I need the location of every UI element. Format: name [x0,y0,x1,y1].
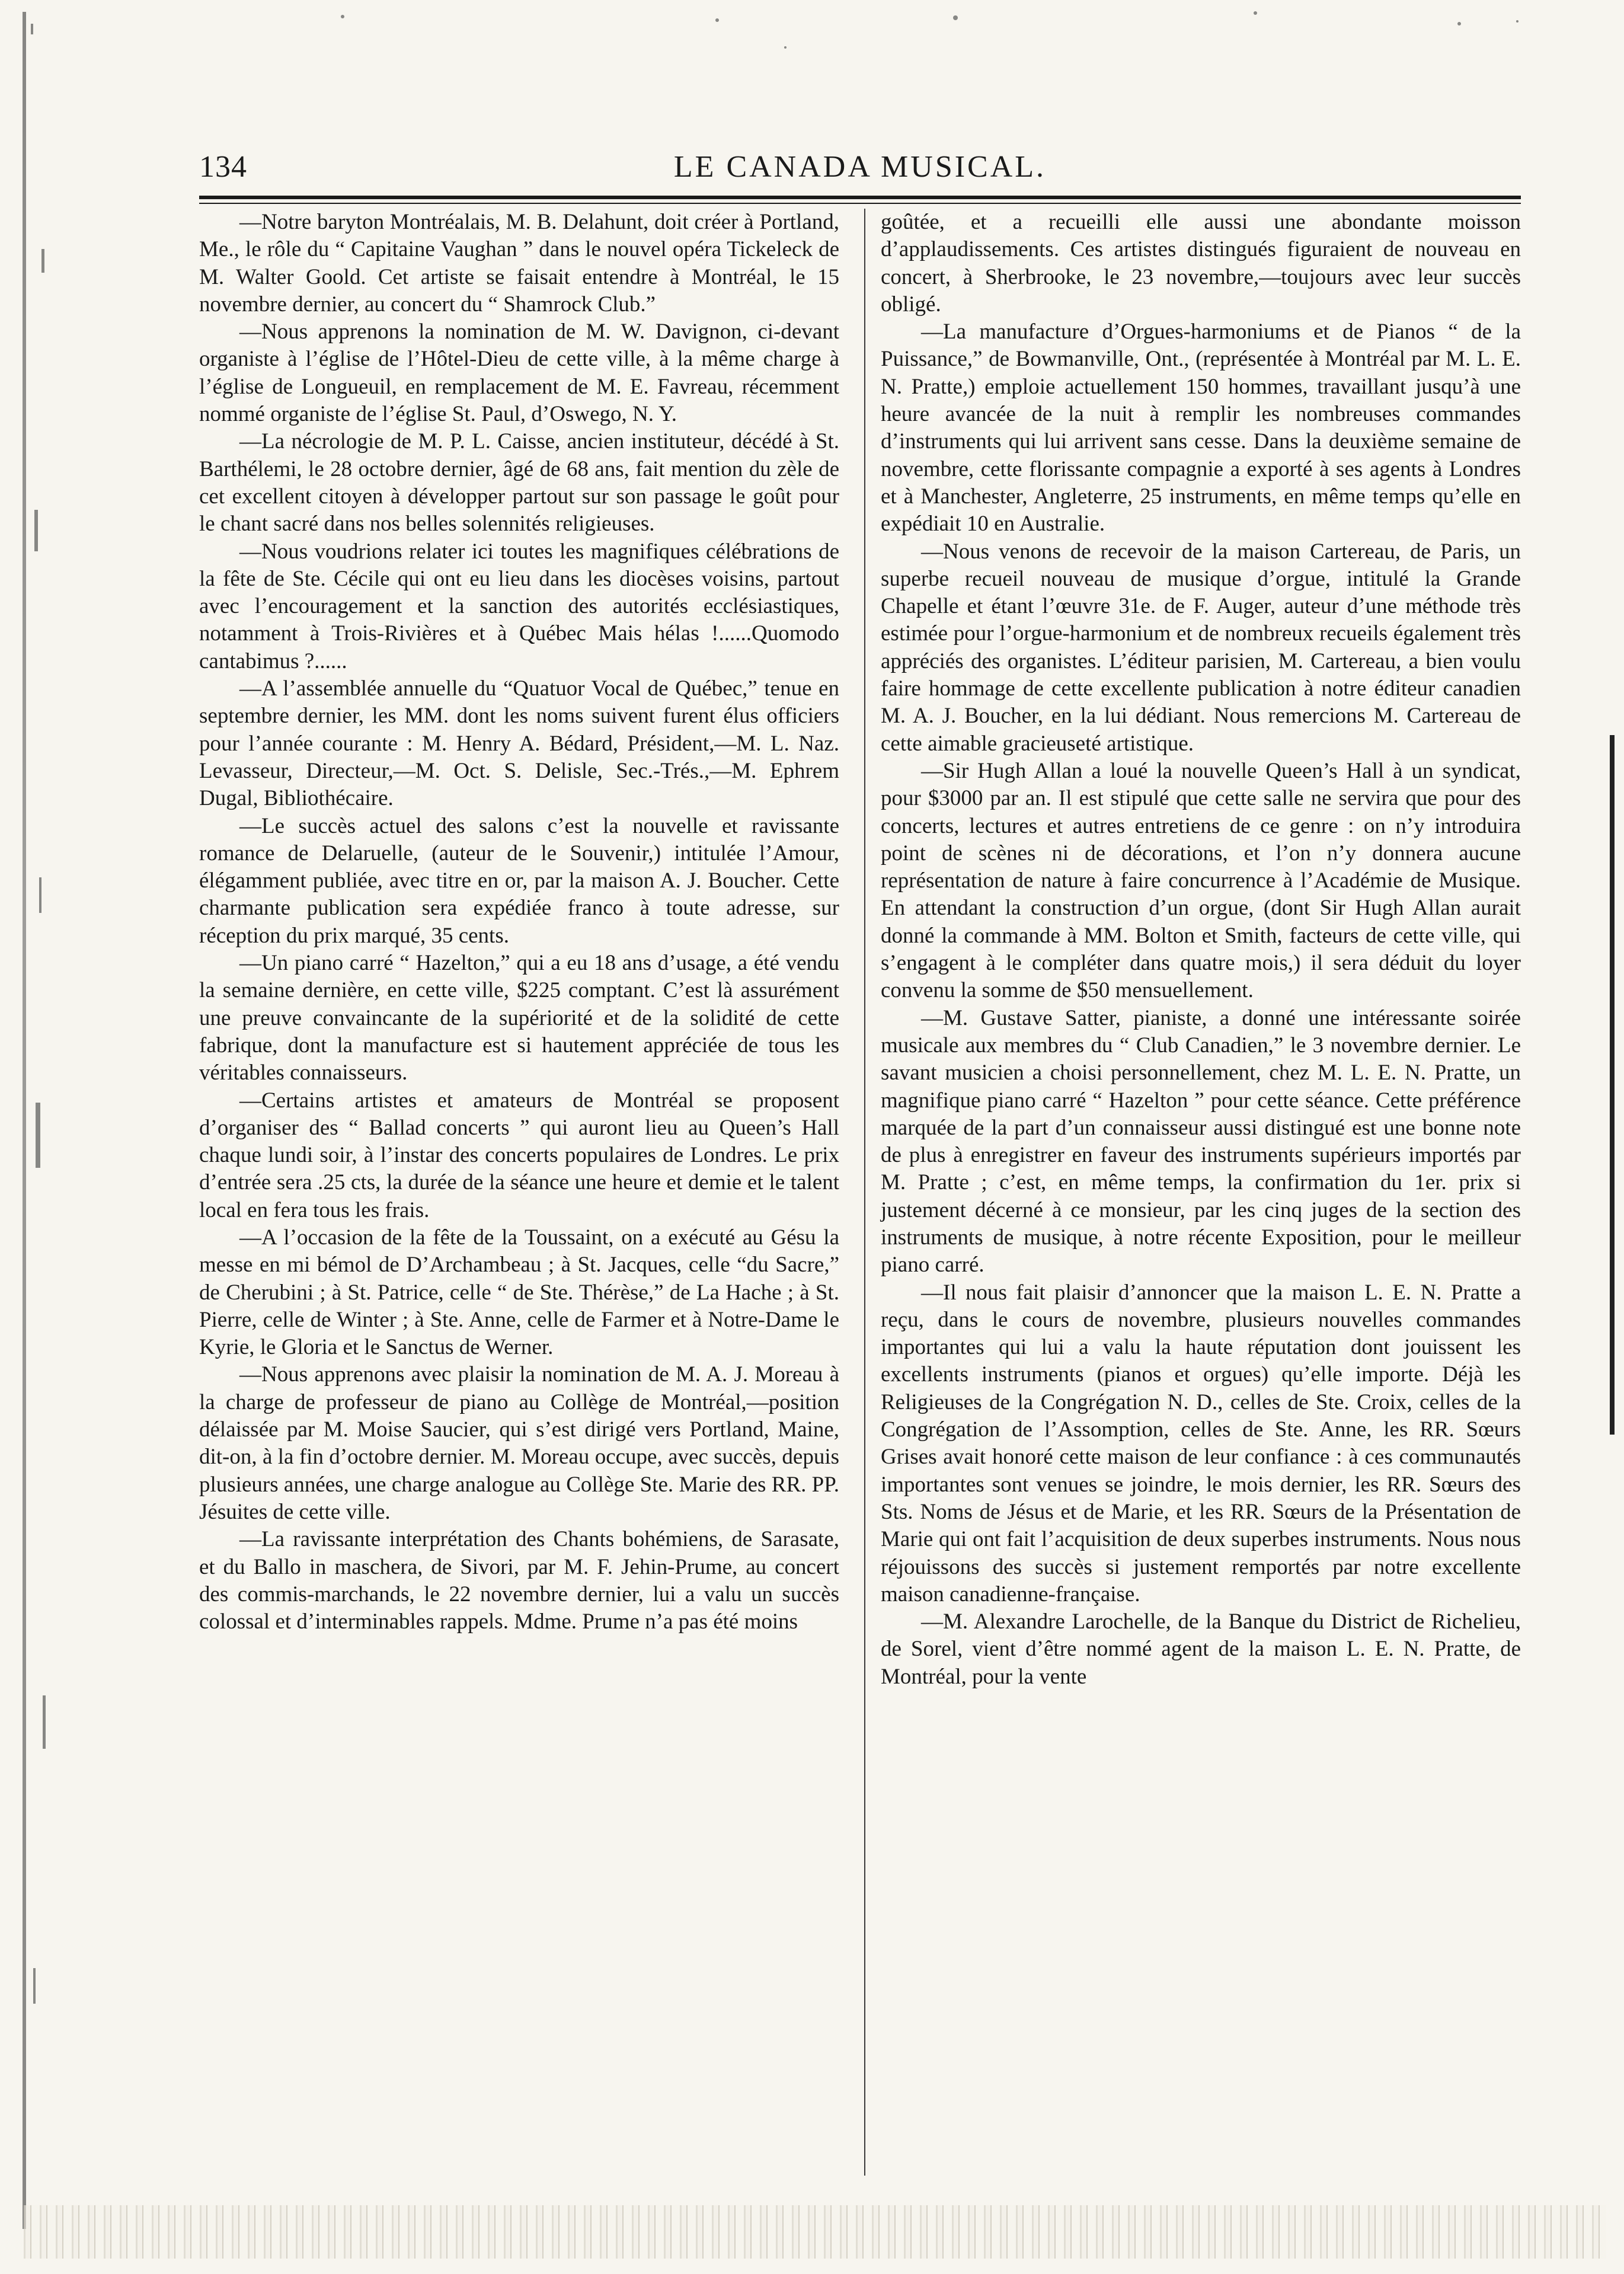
paragraph: —Certains artistes et amateurs de Montréal se proposent d’organiser des “ Ballad concerts ” qui auront lieu au Queen’s Hall chaque lundi soir, à l’instar des concerts populaires de Londres. Le prix d’entrée sera .25 cts, la durée de la séance une heure et demie et le talent local en fera tous les frais. [199,1088,839,1222]
page-number: 134 [199,150,247,184]
paragraph: —Nous apprenons la nomination de M. W. Davignon, ci-devant organiste à l’église de l’Hôtel-Dieu de cette ville, à la même charge à l’église de Longueuil, en remplacement de M. E. Favreau, récemment nommé organiste de l’église St. Paul, d’Oswego, N. Y. [199,320,839,427]
column-divider [864,209,865,2176]
paragraph: —Nous voudrions relater ici toutes les magnifiques célébrations de la fête de Ste. Cécile qui ont eu lieu dans les diocèses voisins, partout avec l’encouragement et la sanction des autorités ecclésiastiques, notamment à Trois-Rivières et à Québec Mais hélas !......Quomodo cantabimus ?...... [199,539,839,673]
paragraph: —A l’occasion de la fête de la Toussaint, on a exécuté au Gésu la messe en mi bémol de D’Archambeau ; à St. Jacques, celle “du Sacre,” de Cherubini ; à St. Patrice, celle “ de Ste. Thérèse,” de La Hache ; à St. Pierre, celle de Winter ; à Ste. Anne, celle de Farmer et à Notre-Dame le Kyrie, le Gloria et le Sanctus de Werner. [199,1225,839,1360]
paragraph: —M. Gustave Satter, pianiste, a donné une intéressante soirée musicale aux membres du “ Club Canadien,” le 3 novembre dernier. Le savant musicien a choisi personnellement, chez M. L. E. N. Pratte, un magnifique piano carré “ Hazelton ” pour cette séance. Cette préférence marquée de la part d’un connaisseur aussi distingué est une bonne note de plus à enregistrer en faveur des instruments supérieurs importés par M. Pratte ; c’est, en même temps, la confirmation du 1er. prix si justement décerné à ce monsieur, par les cinq juges de la section des instruments de musique, à notre récente Exposition, pour le meilleur piano carré. [881,1005,1521,1277]
scan-edge-left [23,12,26,2229]
paragraph: —A l’assemblée annuelle du “Quatuor Vocal de Québec,” tenue en septembre dernier, les MM. dont les noms suivent furent élus officiers pour l’année courante : M. Henry A. Bédard, Président,—M. L. Naz. Levasseur, Directeur,—M. Oct. S. Delisle, Sec.-Trés.,—M. Ephrem Dugal, Bibliothécaire. [199,676,839,811]
paragraph: —La ravissante interprétation des Chants bohémiens, de Sarasate, et du Ballo in maschera, de Sivori, par M. F. Jehin-Prume, au concert des commis-marchands, le 22 novembre dernier, lui a valu un succès colossal et d’interminables rappels. Mdme. Prume n’a pas été moins [199,1527,839,1634]
right-column [881,209,1521,1691]
paragraph-continued: goûtée, et a recueilli elle aussi une abondante moisson d’applaudissements. Ces artistes distingués figuraient de nouveau en concert, à Sherbrooke, le 23 novembre,—toujours avec leur succès obligé. [881,210,1521,317]
scan-edge-right [1610,735,1615,1435]
page-header [199,149,1521,191]
paragraph: —Sir Hugh Allan a loué la nouvelle Queen’s Hall à un syndicat, pour $3000 par an. Il est stipulé que cette salle ne servira que pour des concerts, lectures et autres entretiens de ce genre : on n’y introduira point de scènes ni de décorations, et l’on n’y donnera aucune représentation de nature à faire concurrence à l’Académie de Musique. En attendant la construction d’un orgue, (dont Sir Hugh Allan aurait donné la commande à MM. Bolton et Smith, facteurs de cette ville, qui s’engagent à le compléter dans quatre mois,) il sera déduit du loyer convenu la somme de $50 mensuellement. [881,758,1521,1003]
header-rule [199,196,1521,199]
left-column [199,209,839,1636]
paragraph: —Un piano carré “ Hazelton,” qui a eu 18 ans d’usage, a été vendu la semaine dernière, en cette ville, $225 comptant. C’est là assurément une preuve convaincante de la supériorité et de la solidité de cette fabrique, dont la manufacture est si hautement appréciée de tous les véritables connaisseurs. [199,951,839,1085]
paragraph: —Il nous fait plaisir d’annoncer que la maison L. E. N. Pratte a reçu, dans le cours de novembre, plusieurs nouvelles commandes importantes qui lui a valu la haute réputation dont jouissent les excellents instruments (pianos et orgues) qu’elle importe. Déjà les Religieuses de la Congrégation N. D., celles de Ste. Croix, celles de la Congrégation de l’Assomption, celles de Ste. Anne, les RR. Sœurs Grises avait honoré cette maison de leur confiance : à ces communautés importantes sont venues se joindre, le mois dernier, les RR. Sœurs des Sts. Noms de Jésus et de Marie, et les RR. Sœurs de la Présentation de Marie qui ont fait l’acquisition de deux superbes instruments. Nous nous réjouissons des succès si justement remportés par notre excellente maison canadienne-française. [881,1280,1521,1607]
paragraph: —La nécrologie de M. P. L. Caisse, ancien instituteur, décédé à St. Barthélemi, le 28 octobre dernier, âgé de 68 ans, fait mention du zèle de cet excellent citoyen à développer partout sur son passage le goût pour le chant sacré dans nos belles solennités religieuses. [199,429,839,536]
paragraph: —Nous apprenons avec plaisir la nomination de M. A. J. Moreau à la charge de professeur de piano au Collège de Montréal,—position délaissée par M. Moise Saucier, qui s’est dirigé vers Portland, Maine, dit-on, à la fin d’octobre dernier. M. Moreau occupe, avec succès, depuis plusieurs années, une charge analogue au Collège Ste. Marie des RR. PP. Jésuites de cette ville. [199,1362,839,1524]
paragraph: —Nous venons de recevoir de la maison Cartereau, de Paris, un superbe recueil nouveau de musique d’orgue, intitulé la Grande Chapelle et étant l’œuvre 31e. de F. Auger, auteur d’une méthode très estimée pour l’orgue-harmonium et de nombreux recueils également très appréciés des organistes. L’éditeur parisien, M. Cartereau, a bien voulu faire hommage de cette excellente publication à notre éditeur canadien M. A. J. Boucher, en la lui dédiant. Nous remercions M. Cartereau de cette aimable gracieuseté artistique. [881,539,1521,756]
header-rule-thin [199,203,1521,204]
scan-noise-bottom [24,2205,1606,2259]
paragraph: —M. Alexandre Larochelle, de la Banque du District de Richelieu, de Sorel, vient d’être nommé agent de la maison L. E. N. Pratte, de Montréal, pour la vente [881,1609,1521,1689]
running-title: LE CANADA MUSICAL. [673,150,1047,184]
paragraph: —Notre baryton Montréalais, M. B. Delahunt, doit créer à Portland, Me., le rôle du “ Capitaine Vaughan ” dans le nouvel opéra Tickeleck de M. Walter Goold. Cet artiste se faisait entendre à Montréal, le 15 novembre dernier, au concert du “ Shamrock Club.” [199,210,839,317]
paragraph: —La manufacture d’Orgues-harmoniums et de Pianos “ de la Puissance,” de Bowmanville, Ont., (représentée à Montréal par M. L. E. N. Pratte,) emploie actuellement 150 hommes, travaillant jusqu’à une heure avancée de la nuit à remplir les nombreuses commandes d’instruments qui lui arrivent sans cesse. Dans la deuxième semaine de novembre, cette florissante compagnie a exporté à ses agents à Londres et à Manchester, Angleterre, 25 instruments, en même temps qu’elle en expédiait 10 en Australie. [881,320,1521,536]
paragraph: —Le succès actuel des salons c’est la nouvelle et ravissante romance de Delaruelle, (auteur de le Souvenir,) intitulée l’Amour, élégamment publiée, avec titre en or, par la maison A. J. Boucher. Cette charmante publication sera expédiée franco à toute adresse, sur réception du prix marqué, 35 cents. [199,813,839,948]
